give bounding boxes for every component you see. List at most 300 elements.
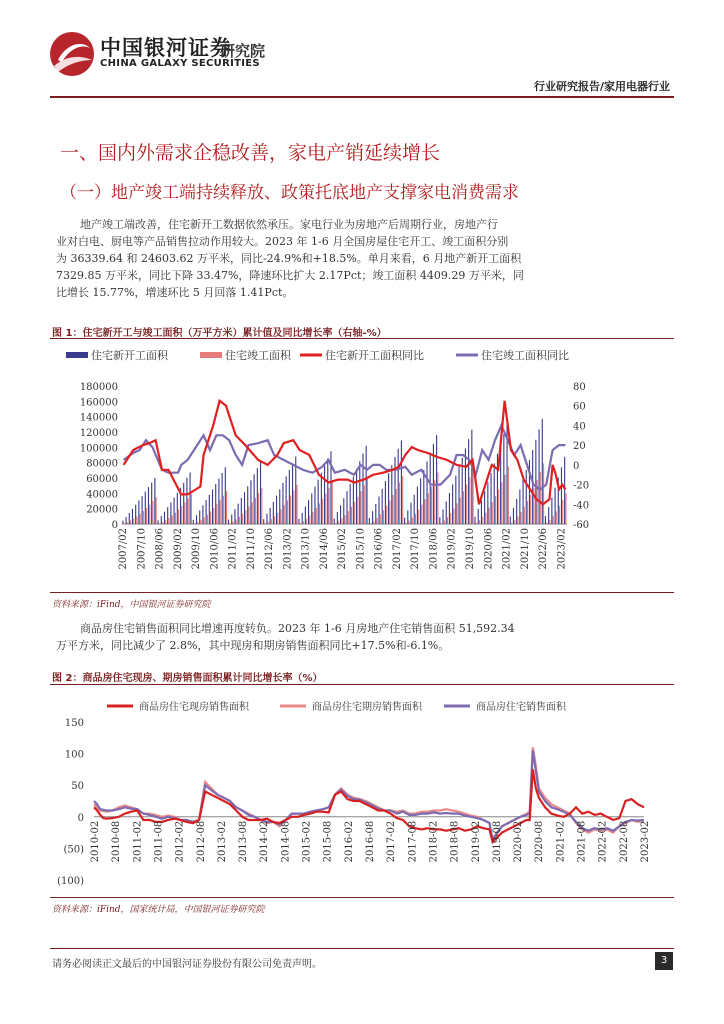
bar-completed: [143, 511, 144, 524]
paragraph-line: 比增长 15.77%，增速环比 5 月回落 1.41Pct。: [56, 286, 294, 299]
bar-new-start: [359, 461, 360, 524]
bar-new-start: [474, 517, 475, 524]
bar-new-start: [334, 518, 335, 524]
bar-new-start: [228, 520, 229, 524]
bar-new-start: [513, 508, 514, 524]
galaxy-logo-icon: [48, 30, 96, 78]
bar-completed: [252, 502, 253, 524]
bar-new-start: [369, 518, 370, 524]
bar-new-start: [298, 519, 299, 524]
bar-completed: [280, 509, 281, 524]
bar-new-start: [324, 466, 325, 524]
bar-completed: [236, 519, 237, 524]
bar-new-start: [327, 458, 328, 524]
bar-new-start: [318, 480, 319, 524]
bar-completed: [482, 517, 483, 524]
bar-completed: [293, 490, 294, 524]
bar-new-start: [494, 463, 495, 524]
bar-completed: [457, 503, 458, 524]
disclaimer: 请务必阅读正文最后的中国银河证券股份有限公司免责声明。: [52, 959, 322, 970]
bar-new-start: [145, 492, 146, 524]
bar-new-start: [122, 521, 123, 524]
footer-divider: [50, 948, 674, 949]
bar-completed: [514, 520, 515, 524]
paragraph-line: 7329.85 万平米，同比下降 33.47%，降速环比扩大 2.17Pct；竣工面积 4409.29 万平米，同: [56, 269, 524, 282]
bar-new-start: [503, 434, 504, 524]
bar-completed: [287, 501, 288, 524]
bar-new-start: [225, 467, 226, 524]
x-tick-label: 2013/02: [282, 528, 294, 570]
bar-completed: [284, 505, 285, 524]
x-tick-label: 2022/06: [538, 528, 550, 570]
bar-completed: [172, 516, 173, 524]
bar-completed: [549, 520, 550, 524]
bar-new-start: [410, 503, 411, 524]
bar-new-start: [436, 435, 437, 524]
bar-completed: [306, 519, 307, 524]
bar-completed: [159, 523, 160, 524]
bar-completed: [261, 488, 262, 524]
x-tick-label: 2016-02: [343, 820, 355, 863]
y-left-tick-label: 160000: [79, 397, 118, 409]
x-tick-label: 2010-08: [111, 820, 123, 863]
bar-new-start: [532, 450, 533, 524]
bar-completed: [274, 516, 275, 524]
bar-new-start: [218, 479, 219, 524]
bar-new-start: [465, 448, 466, 524]
y-right-tick-label: 80: [573, 382, 586, 393]
bar-new-start: [446, 501, 447, 524]
figure-1-bottom-divider: [50, 592, 674, 593]
bar-completed: [479, 520, 480, 524]
bar-completed: [140, 514, 141, 524]
bar-new-start: [129, 513, 130, 524]
bar-completed: [204, 517, 205, 524]
paragraph-line: 商品房住宅销售面积同比增速再度转负。2023 年 1-6 月房地产住宅销售面积 51,592.34: [80, 622, 515, 635]
bar-completed: [335, 523, 336, 524]
y-tick-label: 150: [64, 718, 84, 729]
bar-new-start: [132, 509, 133, 524]
bar-completed: [258, 493, 259, 524]
bar-new-start: [468, 439, 469, 524]
bar-completed: [146, 508, 147, 524]
bar-completed: [255, 498, 256, 524]
bar-completed: [393, 495, 394, 524]
y-left-tick-label: 40000: [86, 489, 118, 501]
x-tick-label: 2007/10: [136, 528, 148, 570]
y-left-tick-label: 20000: [86, 504, 118, 516]
x-tick-label: 2016-08: [365, 820, 376, 863]
bar-completed: [130, 521, 131, 524]
x-tick-label: 2014/06: [318, 528, 330, 570]
x-tick-label: 2013/10: [300, 528, 312, 570]
bar-new-start: [478, 509, 479, 524]
brand-suffix: 研究院: [220, 42, 266, 60]
bar-completed: [421, 505, 422, 524]
bar-completed: [540, 472, 541, 524]
bar-new-start: [206, 500, 207, 524]
bar-new-start: [545, 516, 546, 524]
bar-new-start: [170, 502, 171, 524]
bar-completed: [524, 507, 525, 524]
figure-1-divider: [50, 338, 674, 339]
y-left-tick-label: 180000: [79, 382, 118, 393]
bar-completed: [399, 483, 400, 524]
bar-new-start: [154, 478, 155, 524]
bar-completed: [489, 508, 490, 524]
x-tick-label: 2015/10: [355, 528, 367, 570]
bar-completed: [418, 509, 419, 524]
figure-1-title: 图 1：住宅新开工与竣工面积（万平方米）累计值及同比增长率（右轴-%）: [52, 328, 387, 339]
bar-new-start: [378, 497, 379, 524]
bar-new-start: [417, 487, 418, 524]
header-divider: [50, 96, 674, 98]
bar-new-start: [382, 489, 383, 524]
x-tick-label: 2012/06: [264, 528, 276, 570]
x-tick-label: 2020/06: [483, 528, 495, 570]
bar-completed: [402, 476, 403, 524]
bar-completed: [517, 516, 518, 524]
bar-completed: [229, 523, 230, 524]
bar-new-start: [231, 514, 232, 524]
x-tick-label: 2011-02: [132, 820, 144, 863]
x-tick-label: 2012-08: [195, 820, 207, 863]
bar-new-start: [151, 483, 152, 524]
bar-completed: [194, 523, 195, 524]
bar-new-start: [458, 467, 459, 524]
x-tick-label: 2017-02: [386, 820, 398, 863]
bar-new-start: [260, 462, 261, 524]
bar-new-start: [289, 470, 290, 524]
paragraph-2: [56, 620, 650, 654]
bar-new-start: [247, 486, 248, 524]
bar-new-start: [314, 487, 315, 524]
bar-new-start: [279, 489, 280, 524]
bar-completed: [248, 507, 249, 524]
bar-new-start: [311, 493, 312, 524]
bar-completed: [367, 479, 368, 524]
bar-new-start: [564, 457, 565, 524]
bar-completed: [415, 514, 416, 524]
x-tick-label: 2009/02: [172, 528, 184, 570]
bar-completed: [412, 518, 413, 524]
bar-new-start: [209, 495, 210, 524]
bar-completed: [300, 523, 301, 524]
bar-completed: [373, 521, 374, 524]
bar-new-start: [196, 515, 197, 524]
y-tick-label: (50): [63, 844, 84, 856]
bar-completed: [405, 523, 406, 524]
y-tick-label: 50: [71, 781, 84, 793]
bar-new-start: [510, 516, 511, 524]
y-tick-label: (100): [57, 876, 84, 887]
bar-new-start: [452, 484, 453, 524]
bar-completed: [383, 510, 384, 524]
bar-completed: [476, 523, 477, 524]
bar-completed: [181, 506, 182, 524]
bar-new-start: [455, 476, 456, 524]
bar-completed: [425, 499, 426, 524]
legend-label: 商品房住宅期房销售面积: [312, 702, 422, 713]
bar-completed: [357, 497, 358, 524]
bar-new-start: [551, 498, 552, 524]
bar-completed: [162, 522, 163, 524]
bar-new-start: [442, 510, 443, 524]
bar-completed: [553, 516, 554, 524]
bar-new-start: [343, 498, 344, 524]
legend-swatch: [66, 352, 88, 358]
paragraph-line: 地产竣工端改善，住宅新开工数据依然承压。家电行业为房地产后周期行业，房地产行: [80, 218, 498, 231]
bar-completed: [210, 512, 211, 524]
bar-completed: [546, 523, 547, 524]
y-left-tick-label: 100000: [79, 443, 118, 455]
figure-2-title: 图 2：商品房住宅现房、期房销售面积累计同比增长率（%）: [52, 673, 323, 684]
bar-completed: [296, 485, 297, 524]
bar-new-start: [292, 463, 293, 524]
x-tick-label: 2015/02: [337, 528, 349, 570]
x-tick-label: 2007/02: [118, 528, 129, 570]
legend-swatch: [200, 352, 222, 358]
bar-completed: [463, 491, 464, 524]
x-tick-label: 2020-08: [534, 820, 546, 863]
report-type: 行业研究报告/家用电器行业: [533, 80, 670, 93]
y-right-tick-label: -20: [573, 480, 590, 492]
bar-new-start: [177, 493, 178, 524]
y-right-tick-label: 20: [573, 441, 586, 453]
bar-new-start: [238, 504, 239, 524]
bar-completed: [527, 501, 528, 524]
bar-completed: [501, 482, 502, 524]
bar-new-start: [282, 483, 283, 524]
y-left-tick-label: 140000: [79, 412, 118, 424]
bar-new-start: [535, 440, 536, 524]
page-number: 3: [655, 952, 673, 970]
x-tick-label: 2020-02: [513, 820, 525, 863]
x-tick-label: 2011-08: [153, 820, 165, 863]
figure-1-source: 资料来源：iFind，中国银河证券研究院: [52, 600, 211, 610]
bar-completed: [543, 463, 544, 524]
bar-new-start: [302, 513, 303, 524]
bar-new-start: [462, 458, 463, 524]
bar-completed: [341, 518, 342, 524]
bar-new-start: [254, 474, 255, 524]
bar-new-start: [356, 469, 357, 524]
paragraph-line: 业对白电、厨电等产品销售拉动作用较大。2023 年 1-6 月全国房屋住宅开工、竣工面积分别: [56, 235, 509, 248]
bar-completed: [386, 506, 387, 524]
bar-completed: [197, 522, 198, 524]
bar-new-start: [135, 505, 136, 524]
bar-completed: [511, 523, 512, 524]
brand-name-cn: 中国银河证券: [100, 36, 232, 60]
legend-label: 住宅竣工面积: [225, 349, 291, 362]
bar-completed: [370, 523, 371, 524]
bar-completed: [377, 518, 378, 524]
bar-completed: [220, 500, 221, 524]
bar-new-start: [161, 516, 162, 524]
bar-completed: [409, 521, 410, 524]
paragraph-line: 万平方米，同比减少了 2.8%，其中现房和期房销售面积同比+17.5%和-6.1%。: [56, 639, 450, 652]
bar-new-start: [273, 502, 274, 524]
y-left-tick-label: 80000: [86, 458, 118, 470]
bar-new-start: [346, 491, 347, 524]
bar-completed: [303, 521, 304, 524]
x-tick-label: 2009/10: [191, 528, 203, 570]
bar-new-start: [539, 429, 540, 524]
y-left-tick-label: 120000: [79, 428, 118, 439]
bar-new-start: [375, 504, 376, 524]
bar-completed: [444, 520, 445, 524]
bar-new-start: [138, 500, 139, 524]
bar-new-start: [241, 498, 242, 524]
x-tick-label: 2019-08: [491, 820, 503, 863]
x-tick-label: 2022-08: [618, 820, 630, 863]
bar-completed: [127, 522, 128, 524]
bar-new-start: [167, 507, 168, 524]
x-tick-label: 2017/02: [391, 528, 403, 570]
bar-completed: [562, 500, 563, 524]
bar-completed: [530, 495, 531, 524]
bar-completed: [316, 508, 317, 524]
brand-name-en: CHINA GALAXY SECURITIES: [100, 58, 260, 69]
bar-completed: [492, 502, 493, 524]
x-tick-label: 2019/02: [446, 528, 458, 570]
x-tick-label: 2015-08: [322, 820, 334, 863]
bar-new-start: [250, 480, 251, 524]
bar-new-start: [126, 517, 127, 524]
x-tick-label: 2021-08: [576, 820, 588, 863]
bar-completed: [380, 514, 381, 524]
bar-completed: [389, 501, 390, 524]
bar-completed: [450, 513, 451, 524]
bar-completed: [485, 513, 486, 524]
bar-new-start: [215, 484, 216, 524]
bar-completed: [338, 521, 339, 524]
subsection-heading: （一）地产竣工端持续释放、政策托底地产支撑家电消费需求: [60, 183, 519, 203]
x-tick-label: 2015-02: [301, 820, 313, 863]
bar-new-start: [426, 461, 427, 524]
bar-completed: [124, 523, 125, 524]
x-tick-label: 2011/10: [245, 528, 257, 570]
bar-completed: [473, 470, 474, 524]
bar-new-start: [276, 496, 277, 524]
bar-new-start: [391, 465, 392, 524]
x-tick-label: 2021/10: [519, 528, 531, 570]
bar-completed: [466, 485, 467, 524]
y-left-tick-label: 0: [111, 520, 118, 531]
legend-label: 住宅新开工面积同比: [325, 349, 424, 362]
bar-completed: [460, 498, 461, 524]
bar-new-start: [366, 446, 367, 524]
bar-completed: [556, 511, 557, 524]
figure-2-bottom-divider: [50, 897, 674, 898]
bar-completed: [437, 473, 438, 524]
bar-completed: [312, 512, 313, 524]
bar-completed: [213, 508, 214, 524]
x-tick-label: 2018-08: [449, 820, 461, 863]
x-tick-label: 2014-02: [259, 820, 271, 863]
bar-completed: [328, 488, 329, 524]
bar-completed: [351, 507, 352, 524]
bar-new-start: [407, 510, 408, 524]
bar-new-start: [190, 473, 191, 524]
paragraph-1: [56, 216, 650, 301]
bar-new-start: [484, 491, 485, 524]
bar-new-start: [270, 508, 271, 524]
bar-new-start: [286, 476, 287, 524]
bar-new-start: [193, 520, 194, 524]
x-tick-label: 2017-08: [407, 820, 419, 863]
bar-completed: [264, 523, 265, 524]
bar-completed: [175, 513, 176, 524]
bar-completed: [354, 502, 355, 524]
bar-new-start: [542, 419, 543, 524]
bar-new-start: [183, 483, 184, 524]
bar-completed: [226, 491, 227, 524]
x-tick-label: 2010-02: [90, 820, 101, 863]
x-tick-label: 2013-02: [216, 820, 228, 863]
figure-2-source: 资料来源：iFind，国家统计局，中国银河证券研究院: [52, 905, 265, 915]
bar-completed: [149, 505, 150, 524]
bar-new-start: [244, 492, 245, 524]
bar-completed: [216, 504, 217, 524]
bar-completed: [431, 487, 432, 524]
bar-new-start: [487, 482, 488, 524]
bar-completed: [188, 498, 189, 524]
bar-completed: [332, 482, 333, 524]
bar-completed: [309, 516, 310, 524]
bar-completed: [268, 521, 269, 524]
x-tick-label: 2013-08: [238, 820, 250, 863]
figure-2-divider: [50, 684, 674, 685]
bar-completed: [508, 467, 509, 525]
bar-new-start: [490, 473, 491, 524]
bar-new-start: [186, 478, 187, 524]
bar-new-start: [481, 500, 482, 524]
bar-completed: [322, 499, 323, 524]
bar-completed: [565, 493, 566, 524]
x-tick-label: 2016/06: [373, 528, 385, 570]
bar-new-start: [526, 470, 527, 524]
bar-completed: [207, 515, 208, 524]
bar-new-start: [263, 519, 264, 524]
bar-completed: [447, 517, 448, 524]
x-tick-label: 2019/10: [465, 528, 477, 570]
bar-new-start: [308, 500, 309, 524]
bar-completed: [136, 516, 137, 524]
legend-label: 住宅竣工面积同比: [481, 349, 569, 362]
x-tick-label: 2021/02: [501, 528, 513, 570]
bar-completed: [232, 522, 233, 524]
x-tick-label: 2022-02: [597, 820, 609, 863]
bar-completed: [271, 519, 272, 524]
bar-completed: [156, 497, 157, 524]
bar-completed: [345, 515, 346, 524]
legend-label: 商品房住宅销售面积: [476, 702, 566, 713]
bar-completed: [319, 504, 320, 524]
bar-new-start: [164, 512, 165, 524]
bar-new-start: [394, 457, 395, 524]
bar-completed: [428, 493, 429, 524]
brand-logo: [48, 30, 308, 80]
bar-completed: [239, 517, 240, 524]
bar-completed: [348, 511, 349, 524]
x-tick-label: 2010/06: [209, 528, 221, 570]
x-tick-label: 2017/10: [410, 528, 422, 570]
bar-new-start: [555, 488, 556, 524]
bar-completed: [152, 501, 153, 524]
paragraph-line: 为 36339.64 和 24603.62 万平米，同比-24.9%和+18.5%。单月来看，6 月地产新开工面积: [56, 252, 522, 265]
bar-new-start: [561, 467, 562, 524]
